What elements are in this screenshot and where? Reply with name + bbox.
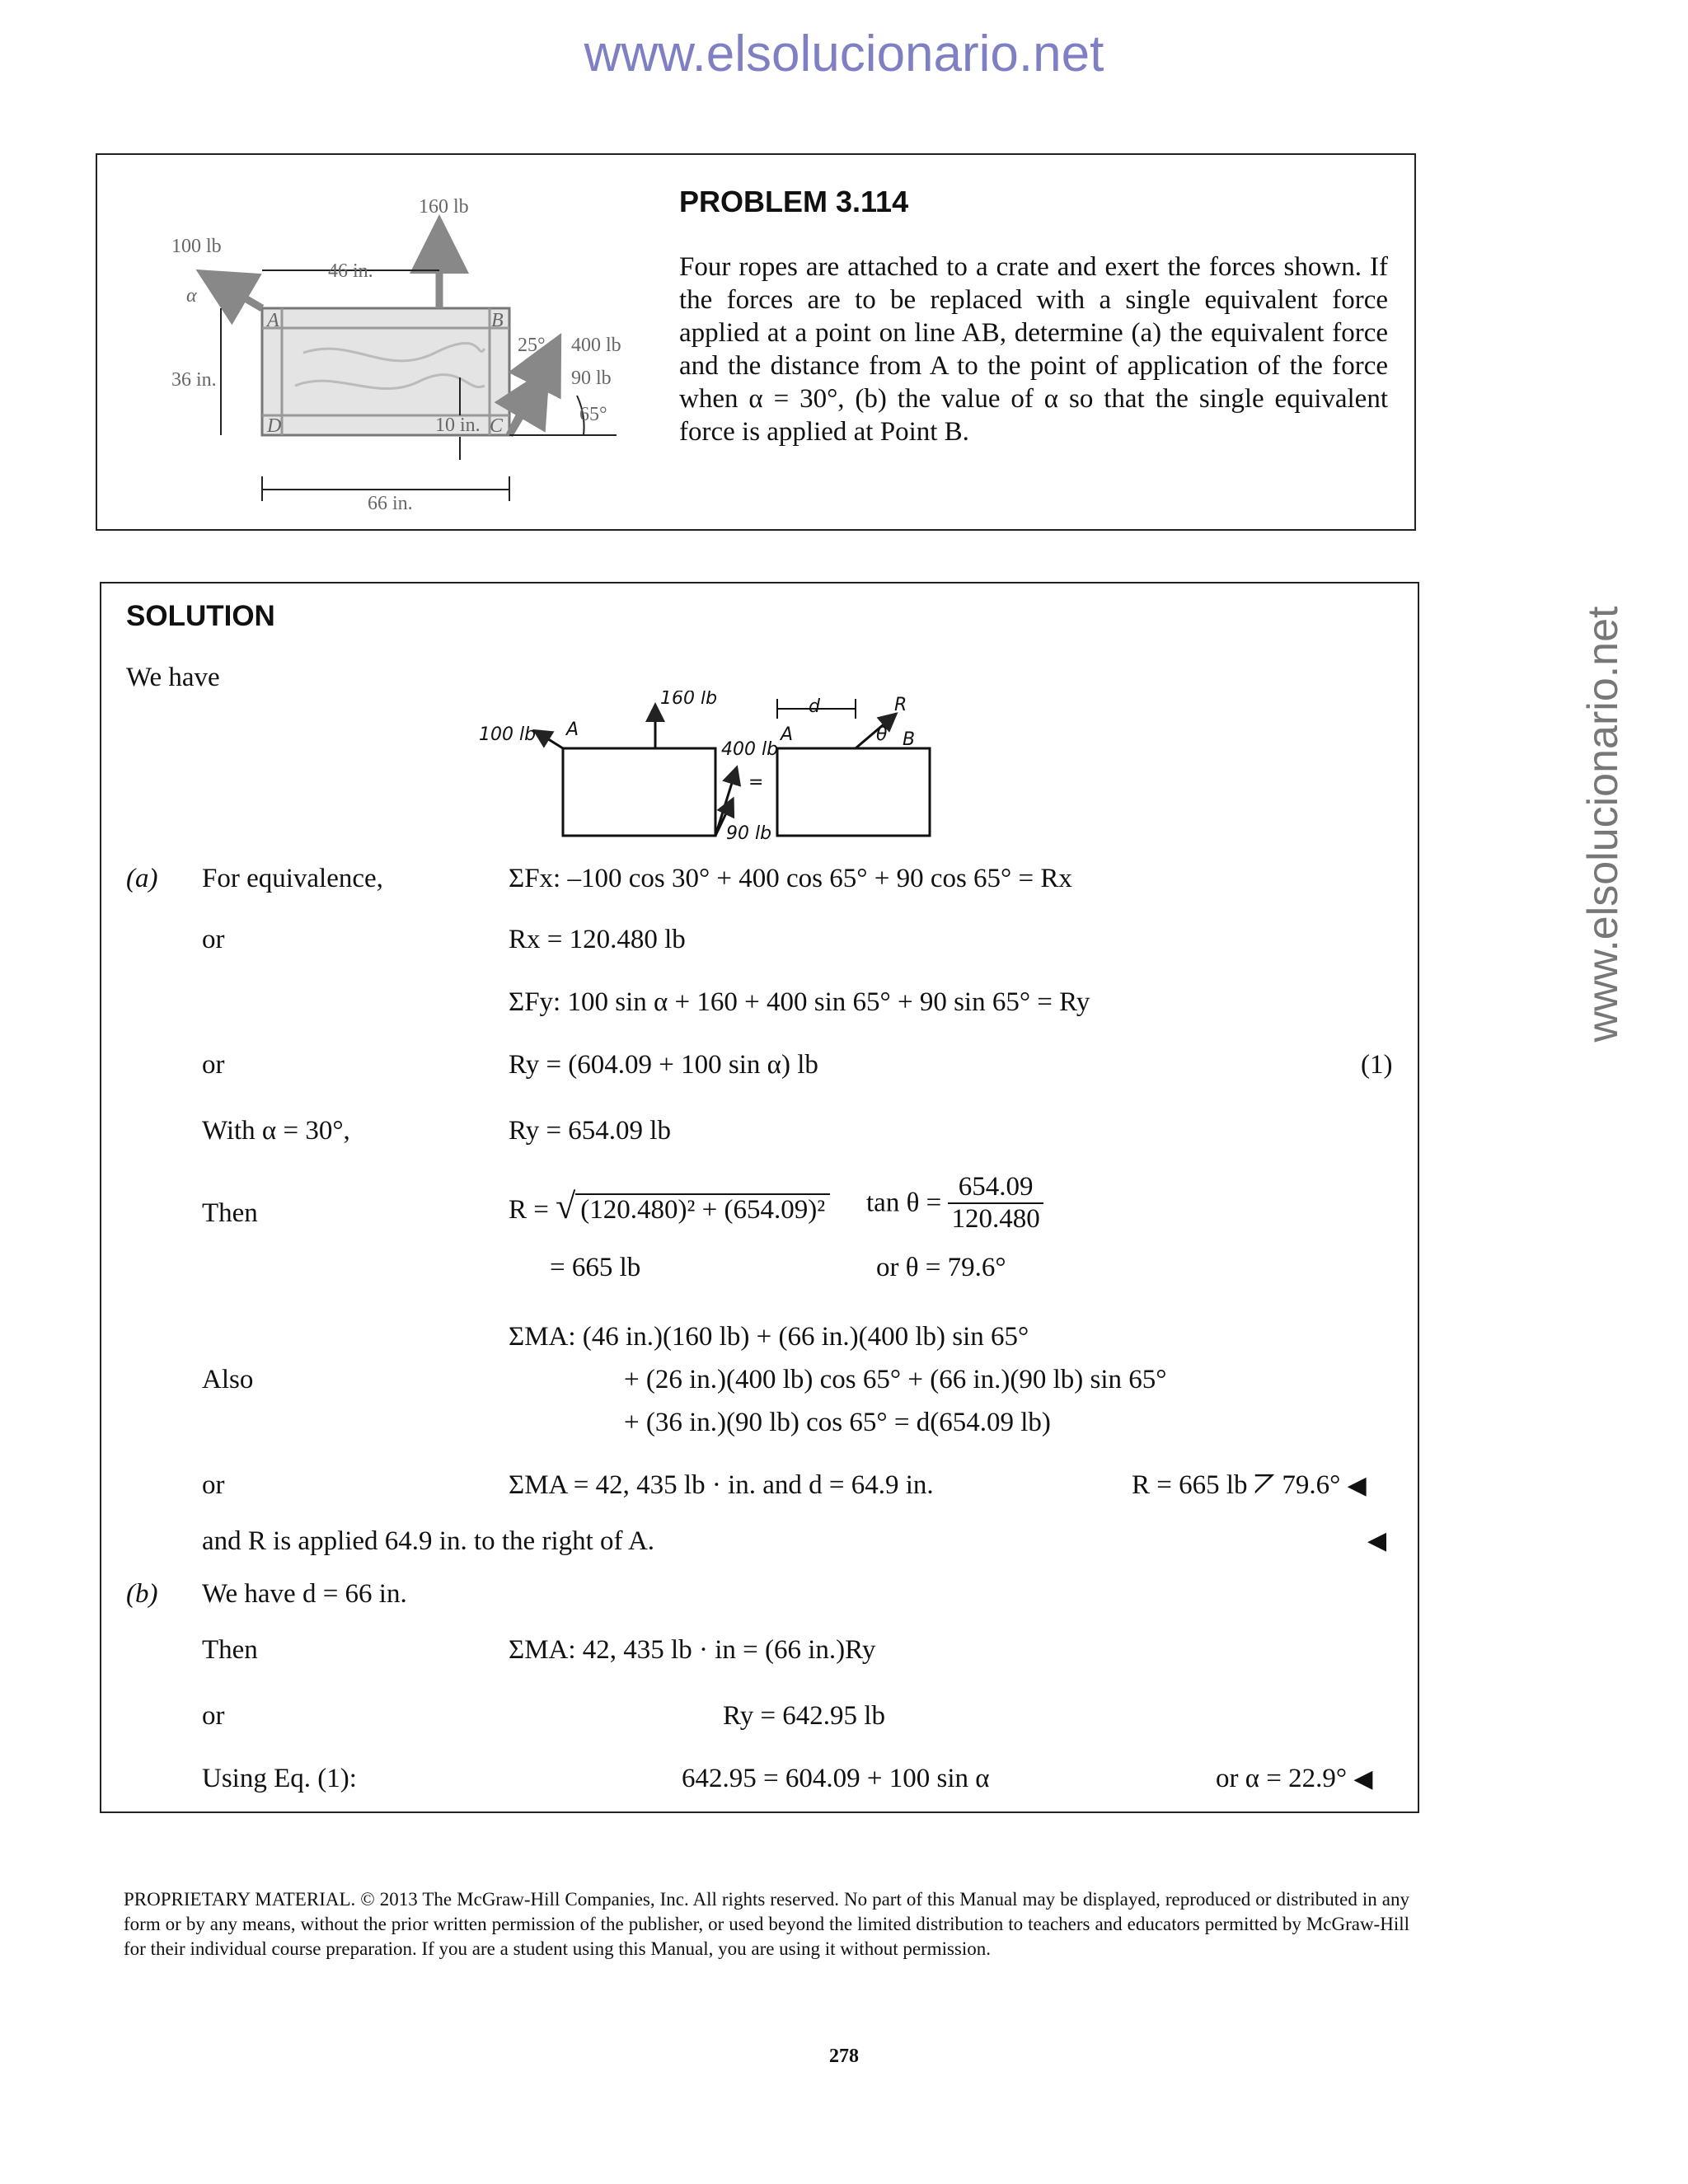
with-alpha-text: With α = 30°, [202, 1116, 350, 1146]
fig-label-a: A [267, 310, 279, 331]
fig-label-10: 10 in. [435, 415, 481, 436]
sketch-label-100: 100 lb [479, 724, 537, 745]
for-equivalence-text: For equivalence, [202, 864, 383, 893]
fig-label-36: 36 in. [171, 369, 217, 391]
equation-ry-2: Ry = 654.09 lb [509, 1116, 671, 1146]
sketch-label-400: 400 lb [721, 739, 779, 760]
sketch-equals: = [748, 772, 764, 793]
also-text: Also [202, 1365, 254, 1394]
watermark-top: www.elsolucionario.net [584, 26, 1104, 82]
or-text-1: or [202, 925, 225, 954]
fig-label-160: 160 lb [419, 196, 469, 218]
force-90-arrow [509, 379, 542, 435]
fig-label-alpha: α [186, 285, 197, 307]
fig-label-66: 66 in. [368, 493, 413, 514]
sketch-label-b: B [903, 729, 916, 750]
or-text-3: or [202, 1470, 225, 1500]
answer-a [1132, 1470, 1367, 1501]
equation-r-value: = 665 lb [550, 1253, 641, 1282]
sketch-label-a1: A [566, 719, 579, 740]
we-have-text: We have [126, 663, 220, 692]
equation-moment-a-3: + (36 in.)(90 lb) cos 65° = d(654.09 lb) [624, 1408, 1051, 1437]
then-text-2: Then [202, 1635, 258, 1665]
then-text-1: Then [202, 1198, 258, 1228]
tan-numerator: 654.09 [948, 1172, 1043, 1204]
equation-tan-left: tan θ = [866, 1188, 942, 1218]
sketch-label-d: d [809, 696, 820, 717]
solution-title: SOLUTION [126, 600, 275, 632]
problem-title: PROBLEM 3.114 [679, 185, 909, 218]
equation-r-left: R = [509, 1195, 549, 1225]
fig-label-100: 100 lb [171, 236, 222, 257]
problem-box [96, 153, 1416, 531]
fig-label-25: 25° [518, 335, 546, 356]
we-have-d-text: We have d = 66 in. [202, 1579, 407, 1609]
tan-denominator: 120.480 [951, 1204, 1040, 1234]
solution-sketch [464, 691, 1057, 855]
page-number: 278 [829, 2046, 859, 2067]
answer-b-text: or α = 22.9° [1216, 1764, 1348, 1793]
answer-a-marker-icon: ◀ [1347, 1472, 1367, 1499]
fig-label-65: 65° [579, 404, 607, 425]
using-eq-text: Using Eq. (1): [202, 1764, 357, 1793]
sketch-label-theta: θ [876, 724, 888, 745]
equation-ry-3: Ry = 642.95 lb [723, 1701, 885, 1731]
sketch-label-90: 90 lb [726, 823, 772, 844]
or-text-2: or [202, 1050, 225, 1080]
watermark-side: www.elsolucionario.net [1579, 606, 1627, 1043]
footer-copyright: PROPRIETARY MATERIAL. © 2013 The McGraw-Hill Companies, Inc. All rights reserved. No part of this Manual may be displayed, reproduced or distributed in any form or by any means, without the prior written permission of the publisher, or used beyond the limited distribution to teachers and educators permitted by McGraw-Hill for their individual course preparation. If you are a student using this Manual, you are using it without permission. [124, 1889, 1409, 1959]
equation-theta: or θ = 79.6° [876, 1253, 1006, 1282]
applied-marker-icon: ◀ [1367, 1527, 1387, 1554]
equation-rx: Rx = 120.480 lb [509, 925, 686, 954]
fig-label-c: C [490, 415, 504, 437]
sketch-label-a2: A [781, 724, 794, 745]
equation-moment-a-2: + (26 in.)(400 lb) cos 65° + (66 in.)(90 lb) sin 65° [624, 1365, 1167, 1394]
equation-moment-a-1: ΣMA: (46 in.)(160 lb) + (66 in.)(400 lb) sin 65° [509, 1322, 1029, 1352]
force-100-arrow [209, 277, 262, 308]
fig-label-90: 90 lb [571, 368, 612, 389]
equation-number-1: (1) [1361, 1050, 1393, 1080]
fig-label-b: B [491, 310, 504, 331]
fig-label-400: 400 lb [571, 335, 621, 356]
answer-a-text: R = 665 lb ⦢ 79.6° [1132, 1470, 1341, 1500]
part-a-label: (a) [126, 864, 158, 893]
fig-label-46: 46 in. [328, 260, 373, 282]
problem-text: Four ropes are attached to a crate and exert the forces shown. If the forces are to be replaced with a single equivalent force applied at a point on line AB, determine (a) the equivalent force and the distance from A to the point of application of the force when α = 30°, (b) the value of α so that the single equivalent force is applied at Point B. [679, 252, 1388, 447]
or-text-4: or [202, 1701, 225, 1731]
equation-r-root: (120.480)² + (654.09)² [575, 1193, 830, 1225]
equation-tan-theta [866, 1172, 1043, 1235]
answer-b [1216, 1764, 1372, 1794]
part-b-label: (b) [126, 1579, 158, 1609]
sketch-label-160: 160 lb [660, 691, 718, 709]
equation-final: 642.95 = 604.09 + 100 sin α [682, 1764, 990, 1793]
equation-r: R = √ (120.480)² + (654.09)² [509, 1185, 830, 1227]
equation-moment-a-value: ΣMA = 42, 435 lb · in. and d = 64.9 in. [509, 1470, 934, 1500]
equation-sum-fx: ΣFx: –100 cos 30° + 400 cos 65° + 90 cos 65° = Rx [509, 864, 1072, 893]
fig-label-d: D [267, 415, 282, 437]
solution-box [100, 582, 1419, 1813]
problem-figure [106, 163, 649, 526]
applied-text: and R is applied 64.9 in. to the right of A. [202, 1526, 655, 1556]
equation-sum-fy: ΣFy: 100 sin α + 160 + 400 sin 65° + 90 sin 65° = Ry [509, 987, 1090, 1017]
sketch-label-r: R [894, 695, 907, 715]
equation-moment-b: ΣMA: 42, 435 lb · in = (66 in.)Ry [509, 1635, 876, 1665]
answer-b-marker-icon: ◀ [1353, 1765, 1373, 1793]
equation-ry: Ry = (604.09 + 100 sin α) lb [509, 1050, 818, 1080]
